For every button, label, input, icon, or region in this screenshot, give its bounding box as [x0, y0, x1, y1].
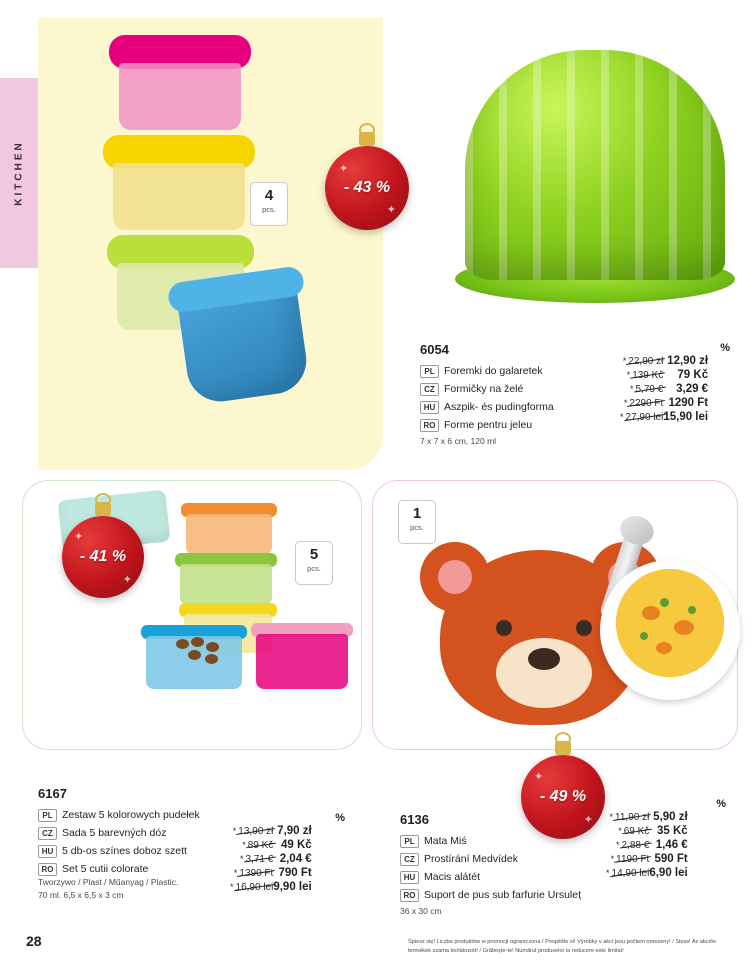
new-price: 590 Ft: [654, 853, 688, 865]
discount-badge-43: [325, 146, 409, 230]
product-name-cz: Formičky na želé: [444, 383, 524, 395]
flag-hu: HU: [420, 401, 439, 414]
old-price: 139 Kč: [632, 369, 664, 381]
discount-badge-41: [62, 516, 144, 598]
price-rows: [230, 824, 312, 894]
price-header: %: [335, 812, 345, 824]
sparkle-icon: ✦: [386, 204, 396, 216]
product-name-ro: Suport de pus sub farfurie Ursuleț: [424, 889, 581, 901]
flag-cz: CZ: [420, 383, 439, 396]
price-row: [620, 354, 708, 368]
asterisk-icon: *: [618, 825, 622, 836]
price-row: [230, 880, 312, 894]
price-row: [606, 852, 688, 866]
old-price: 5,79 €: [635, 383, 664, 395]
asterisk-icon: *: [620, 411, 624, 422]
old-price: 1390 Ft: [239, 867, 274, 879]
old-price: 27,90 lei: [625, 411, 664, 423]
old-price: 1190 Ft: [616, 853, 650, 865]
pcs-badge-6054: [250, 182, 288, 226]
product-material: Tworzywo / Plast / Műanyag / Plastic.: [38, 877, 179, 887]
product-image-green-jelly: [455, 50, 735, 315]
old-price: 16,90 lei: [235, 881, 274, 893]
product-name-row: [38, 841, 258, 859]
asterisk-icon: *: [623, 397, 628, 408]
nut-icon: [176, 639, 189, 649]
old-price: 3,71 €: [245, 853, 274, 865]
product-name-row: [400, 849, 615, 867]
price-row: [606, 810, 688, 824]
old-price: 89 Kč: [247, 839, 274, 851]
price-rows: [606, 810, 688, 880]
asterisk-icon: *: [606, 867, 610, 878]
old-price-cell: [620, 382, 663, 396]
asterisk-icon: *: [233, 867, 238, 878]
box-green: [180, 553, 272, 605]
soup-bowl: [600, 560, 740, 700]
price-row: [606, 866, 688, 880]
product-name-row: [38, 859, 258, 877]
box-pink-body: [256, 634, 348, 689]
carrot-slice: [642, 606, 660, 620]
pcs-count: 4: [264, 187, 274, 204]
nut-icon: [188, 650, 201, 660]
discount-value: - 43 %: [343, 179, 391, 196]
flag-cz: CZ: [38, 827, 57, 840]
product-code: 6136: [400, 812, 429, 827]
old-price-cell: [230, 824, 273, 838]
price-row: [620, 410, 708, 424]
carrot-slice: [656, 642, 672, 654]
herb-bit: [688, 606, 696, 614]
ornament-cap-icon: [359, 132, 375, 146]
new-price: 12,90 zł: [667, 355, 709, 367]
new-price: 15,90 lei: [663, 411, 709, 423]
pcs-badge-6167: [295, 541, 333, 585]
new-price: 35 Kč: [657, 825, 688, 837]
old-price-cell: [620, 354, 663, 368]
pcs-label: pcs.: [410, 523, 424, 532]
asterisk-icon: *: [630, 383, 634, 394]
product-code: 6054: [420, 342, 449, 357]
herb-bit: [660, 598, 669, 607]
old-price-cell: [606, 810, 649, 824]
new-price: 5,90 zł: [653, 811, 688, 823]
old-price: 14,90 lei: [611, 867, 650, 879]
product-dimension: 7 x 7 x 6 cm, 120 ml: [420, 436, 497, 446]
container-pink: [115, 35, 245, 130]
product-name-row: [38, 823, 258, 841]
flag-hu: HU: [38, 845, 57, 858]
flag-pl: PL: [420, 365, 439, 378]
price-row: [230, 852, 312, 866]
product-name-row: [420, 379, 630, 397]
pcs-label: pcs.: [262, 205, 276, 214]
herb-bit: [640, 632, 648, 640]
price-row: [620, 382, 708, 396]
container-yellow-body: [113, 163, 245, 230]
product-name-row: [400, 831, 615, 849]
bear-nose: [528, 648, 560, 670]
legal-note: Śpiesz się! Liczba produktów w promocji ograniczona / Pospěšte si! Výrobky v akci jsou počtem omezeny! / Siess! Az akciós termékek száma korlátozott! / Grăbește-te! Numărul produselor la reducere este limitat!: [408, 939, 716, 954]
old-price: 2,88 €: [621, 839, 650, 851]
old-price: 22,90 zł: [628, 355, 664, 367]
pcs-count: 1: [412, 505, 422, 522]
price-row: [230, 866, 312, 880]
price-row: [620, 396, 708, 410]
asterisk-icon: *: [626, 369, 631, 380]
product-info-6167: [38, 786, 258, 900]
container-blue-mould: [175, 272, 310, 406]
old-price-cell: [620, 396, 663, 410]
old-price-cell: [230, 866, 273, 880]
old-price: 2290 Ft: [629, 397, 664, 409]
price-table-6136: [606, 798, 726, 880]
price-table-6167: [230, 812, 345, 894]
product-name-pl: Foremki do galaretek: [444, 365, 543, 377]
old-price-cell: [620, 410, 663, 424]
product-name-row: [420, 397, 630, 415]
asterisk-icon: *: [616, 839, 620, 850]
price-header: %: [716, 798, 726, 810]
asterisk-icon: *: [240, 853, 244, 864]
product-name-row: [400, 885, 615, 903]
nut-icon: [191, 637, 204, 647]
asterisk-icon: *: [609, 811, 614, 822]
old-price-cell: [230, 838, 273, 852]
box-pink: [256, 623, 348, 689]
new-price: 7,90 zł: [277, 825, 312, 837]
new-price: 790 Ft: [278, 867, 312, 879]
bear-ear-inner-left: [438, 560, 472, 594]
product-name-cz: Sada 5 barevných dóz: [62, 827, 167, 839]
carrot-slice: [674, 620, 694, 635]
bear-eye-left: [496, 620, 512, 636]
product-name-pl: Zestaw 5 kolorowych pudełek: [62, 809, 200, 821]
new-price: 9,90 lei: [273, 881, 312, 893]
old-price-cell: [230, 852, 273, 866]
pcs-label: pcs.: [307, 564, 321, 573]
new-price: 3,29 €: [676, 383, 709, 395]
nut-icon: [205, 654, 218, 664]
price-row: [606, 824, 688, 838]
old-price-cell: [606, 824, 649, 838]
nuts-decoration: [176, 637, 234, 663]
price-row: [230, 838, 312, 852]
sparkle-icon: ✦: [534, 771, 544, 783]
category-tab: [0, 78, 38, 268]
category-tab-label: KITCHEN: [13, 140, 25, 206]
jelly-dome: [465, 50, 725, 280]
ornament-cap-icon: [555, 741, 571, 755]
product-name-row: [38, 805, 258, 823]
flag-ro: RO: [38, 863, 57, 876]
flag-ro: RO: [420, 419, 439, 432]
old-price-cell: [606, 852, 649, 866]
price-row: [230, 824, 312, 838]
product-name-row: [420, 361, 630, 379]
price-row: [606, 838, 688, 852]
asterisk-icon: *: [230, 881, 234, 892]
old-price-cell: [620, 368, 663, 382]
sparkle-icon: ✦: [339, 163, 349, 175]
product-name-hu: Aszpik- és pudingforma: [444, 401, 554, 413]
container-pink-body: [119, 63, 241, 130]
product-dimension: 70 ml. 6,5 x 6,5 x 3 cm: [38, 890, 124, 900]
new-price: 1290 Ft: [668, 397, 709, 409]
new-price: 6,90 lei: [649, 867, 688, 879]
asterisk-icon: *: [610, 853, 615, 864]
discount-value: - 41 %: [79, 548, 127, 565]
old-price: 13,90 zł: [238, 825, 274, 837]
old-price: 11,90 zł: [615, 811, 650, 823]
product-name-hu: Macis alátét: [424, 871, 481, 883]
price-table-6054: [620, 342, 730, 424]
pcs-count: 5: [309, 546, 319, 563]
product-info-6054: [420, 342, 630, 446]
ornament-cap-icon: [95, 502, 111, 516]
price-rows: [620, 354, 708, 424]
product-info-6136: [400, 812, 615, 916]
container-yellow: [109, 135, 249, 230]
flag-ro: RO: [400, 889, 419, 902]
product-name-ro: Set 5 cutii colorate: [62, 863, 149, 875]
discount-value: - 49 %: [539, 788, 587, 805]
old-price: 69 Kč: [623, 825, 650, 837]
product-code: 6167: [38, 786, 67, 801]
price-header: %: [720, 342, 730, 354]
old-price-cell: [230, 880, 273, 894]
product-name-row: [400, 867, 615, 885]
new-price: 49 Kč: [281, 839, 312, 851]
asterisk-icon: *: [232, 825, 237, 836]
asterisk-icon: *: [622, 355, 627, 366]
nut-icon: [206, 642, 219, 652]
box-orange-body: [186, 514, 272, 555]
product-name-cz: Prostírání Medvídek: [424, 853, 518, 865]
new-price: 79 Kč: [677, 369, 709, 381]
pcs-badge-6136: [398, 500, 436, 544]
sparkle-icon: ✦: [583, 814, 593, 826]
product-name-row: [420, 415, 630, 433]
new-price: 2,04 €: [279, 853, 312, 865]
box-orange: [186, 503, 272, 555]
asterisk-icon: *: [242, 839, 246, 850]
product-name-pl: Mata Miś: [424, 835, 467, 847]
box-green-body: [180, 564, 272, 605]
bear-eye-right: [576, 620, 592, 636]
page-number: 28: [26, 933, 42, 949]
product-dimension: 36 x 30 cm: [400, 906, 442, 916]
sparkle-icon: ✦: [122, 574, 132, 586]
old-price-cell: [606, 838, 649, 852]
new-price: 1,46 €: [655, 839, 688, 851]
flag-pl: PL: [38, 809, 57, 822]
sparkle-icon: ✦: [74, 531, 84, 543]
price-row: [620, 368, 708, 382]
flag-cz: CZ: [400, 853, 419, 866]
flag-hu: HU: [400, 871, 419, 884]
product-name-ro: Forme pentru jeleu: [444, 419, 533, 431]
flag-pl: PL: [400, 835, 419, 848]
product-name-hu: 5 db-os színes doboz szett: [62, 845, 187, 857]
old-price-cell: [606, 866, 649, 880]
